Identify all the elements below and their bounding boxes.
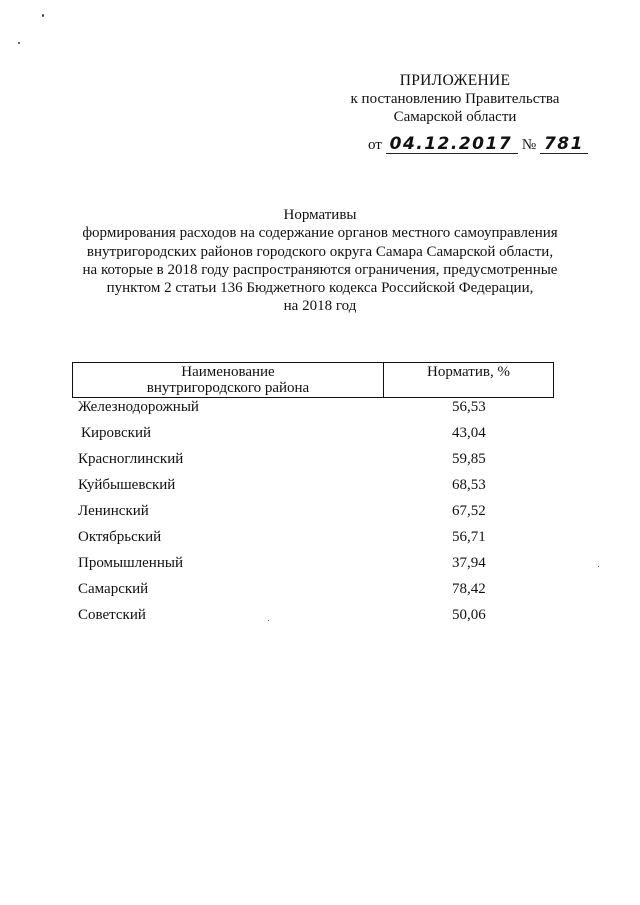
norm-value: 50,06 bbox=[452, 607, 486, 623]
table-row bbox=[78, 424, 548, 450]
column-header-district-line1: Наименование bbox=[181, 364, 275, 380]
ref-date-handwritten: 04.12.2017 bbox=[386, 135, 519, 154]
appendix-title: ПРИЛОЖЕНИЕ bbox=[399, 72, 511, 89]
table-row bbox=[78, 450, 548, 476]
title-line: пунктом 2 статьи 136 Бюджетного кодекса Российской Федерации, bbox=[106, 280, 534, 297]
district-name: Промышленный bbox=[78, 555, 183, 571]
table-row bbox=[78, 606, 548, 632]
norm-value: 68,53 bbox=[452, 477, 486, 493]
table-header bbox=[72, 362, 554, 398]
title-line: внутригородских районов городского округа Самара Самарской области, bbox=[86, 243, 554, 260]
table-row bbox=[78, 476, 548, 502]
scan-speck bbox=[598, 566, 599, 567]
table-body bbox=[78, 398, 548, 632]
title-line: на 2018 год bbox=[283, 298, 357, 315]
norm-value: 43,04 bbox=[452, 425, 486, 441]
district-name: Самарский bbox=[78, 581, 149, 597]
district-name: Ленинский bbox=[78, 503, 149, 519]
ref-number-handwritten: 781 bbox=[540, 135, 588, 154]
district-name: Октябрьский bbox=[78, 529, 162, 545]
table-row bbox=[78, 554, 548, 580]
column-header-district bbox=[73, 363, 384, 397]
district-name: Советский bbox=[78, 607, 146, 623]
table-row bbox=[78, 528, 548, 554]
title-heading: Нормативы bbox=[283, 207, 357, 223]
norm-value: 59,85 bbox=[452, 451, 486, 467]
table-row bbox=[78, 580, 548, 606]
title-line: формирования расходов на содержание органов местного самоуправления bbox=[82, 225, 558, 242]
norm-value: 37,94 bbox=[452, 555, 486, 571]
norm-value: 56,53 bbox=[452, 399, 486, 415]
norm-value: 78,42 bbox=[452, 581, 486, 597]
norm-value: 67,52 bbox=[452, 503, 486, 519]
district-name: Куйбышевский bbox=[78, 477, 176, 493]
title-line: на которые в 2018 году распространяются ограничения, предусмотренные bbox=[82, 261, 558, 278]
norm-value: 56,71 bbox=[452, 529, 486, 545]
column-header-norm: Норматив, % bbox=[427, 364, 510, 380]
scan-speck bbox=[18, 42, 20, 44]
district-name: Красноглинский bbox=[78, 451, 184, 467]
appendix-subtitle-line2: Самарской области bbox=[393, 109, 517, 125]
table-row bbox=[78, 502, 548, 528]
table-row bbox=[78, 398, 548, 424]
ref-number-sign: № bbox=[521, 137, 537, 153]
resolution-reference bbox=[368, 134, 588, 156]
district-name: Кировский bbox=[81, 425, 152, 441]
ref-prefix: от bbox=[368, 137, 382, 153]
district-name: Железнодорожный bbox=[78, 399, 199, 415]
appendix-subtitle-line1: к постановлению Правительства bbox=[350, 91, 560, 107]
column-header-district-line2: внутригородского района bbox=[146, 380, 310, 396]
appendix-header bbox=[330, 72, 580, 126]
document-title bbox=[40, 206, 600, 316]
scan-speck bbox=[42, 14, 44, 17]
